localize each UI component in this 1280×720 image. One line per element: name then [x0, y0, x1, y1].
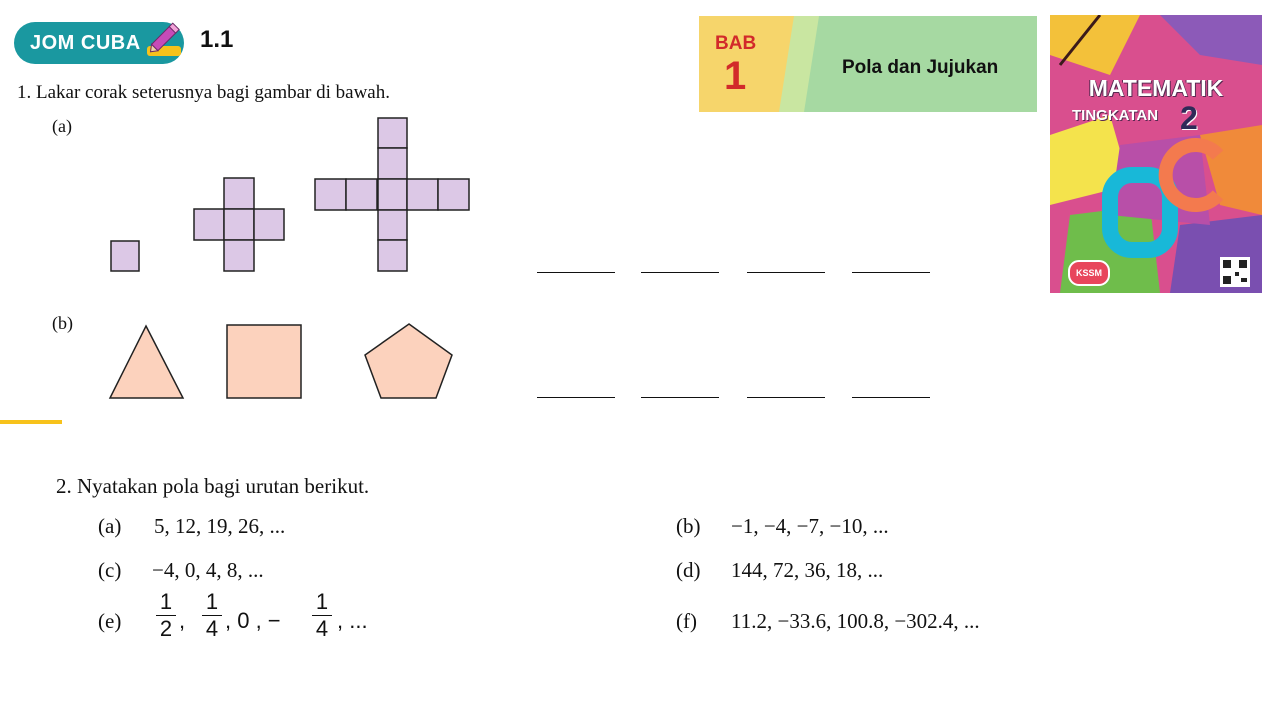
fraction-tail: , ... — [337, 608, 368, 633]
q2-item-label: (f) — [676, 609, 697, 633]
pattern-3-square — [378, 210, 407, 240]
pattern-1-square — [111, 241, 139, 271]
question-2-text: 2. Nyatakan pola bagi urutan berikut. — [56, 474, 370, 498]
q1-part-a-label: (a) — [52, 116, 72, 136]
pattern-3-square — [378, 179, 407, 210]
cover-grade: 2 — [1180, 100, 1198, 136]
fraction-separator: , — [179, 608, 186, 633]
pattern-3-square — [438, 179, 469, 210]
bab-label: BAB — [715, 33, 757, 54]
q1b-shapes-figure — [100, 315, 460, 410]
chapter-banner — [699, 16, 1037, 112]
pattern-3-square — [378, 118, 407, 148]
answer-blank[interactable] — [641, 272, 719, 273]
answer-blank[interactable] — [747, 397, 825, 398]
pattern-2-square — [224, 209, 254, 240]
q2-item-value: 11.2, −33.6, 100.8, −302.4, ... — [731, 609, 980, 633]
q2-item-value: −4, 0, 4, 8, ... — [152, 558, 264, 582]
fraction-middle-text: , 0 , − — [225, 608, 281, 633]
pattern-3-square — [407, 179, 438, 210]
q2-item-label: (a) — [98, 514, 122, 538]
pattern-2-square — [254, 209, 284, 240]
pattern-2-square — [224, 240, 254, 271]
pattern-3-square — [378, 240, 407, 271]
answer-blank[interactable] — [747, 272, 825, 273]
pattern-3-square — [346, 179, 377, 210]
answer-blank[interactable] — [852, 272, 930, 273]
q2-item-value: −1, −4, −7, −10, ... — [731, 514, 889, 538]
pattern-3-square — [315, 179, 346, 210]
kssm-badge: KSSM — [1068, 260, 1110, 286]
question-1-text: 1. Lakar corak seterusnya bagi gambar di bawah. — [17, 82, 390, 103]
pattern-2-square — [194, 209, 224, 240]
cover-title: MATEMATIK — [1088, 75, 1224, 101]
book-cover — [1050, 15, 1262, 293]
cover-art — [1050, 15, 1262, 293]
triangle-shape — [110, 326, 183, 398]
section-number: 1.1 — [200, 26, 234, 53]
pattern-3-square — [378, 148, 407, 179]
fraction-quarter: 1 4 — [202, 590, 222, 641]
q1-part-b-label: (b) — [52, 313, 73, 333]
q2-item-label: (d) — [676, 558, 701, 582]
answer-blank[interactable] — [537, 272, 615, 273]
fraction-half: 1 2 — [156, 590, 176, 641]
square-shape — [227, 325, 301, 398]
q2-item-value: 144, 72, 36, 18, ... — [731, 558, 884, 582]
q2-item-value: 5, 12, 19, 26, ... — [154, 514, 286, 538]
pentagon-shape — [365, 324, 452, 398]
answer-blank[interactable] — [641, 397, 719, 398]
badge-label: JOM CUBA — [30, 32, 141, 54]
bab-number: 1 — [724, 54, 747, 98]
cover-subtitle: TINGKATAN — [1072, 107, 1159, 124]
chapter-title: Pola dan Jujukan — [842, 57, 999, 78]
pencil-icon — [143, 16, 187, 60]
accent-divider — [0, 420, 62, 424]
fraction-neg-quarter: 1 4 — [312, 590, 332, 641]
q1a-pattern-figure — [100, 110, 480, 280]
banner-stripe — [779, 16, 839, 112]
answer-blank[interactable] — [537, 397, 615, 398]
pattern-2-square — [224, 178, 254, 209]
q2-item-label: (c) — [98, 558, 122, 582]
answer-blank[interactable] — [852, 397, 930, 398]
q2-item-label: (e) — [98, 609, 122, 633]
q2-item-label: (b) — [676, 514, 701, 538]
